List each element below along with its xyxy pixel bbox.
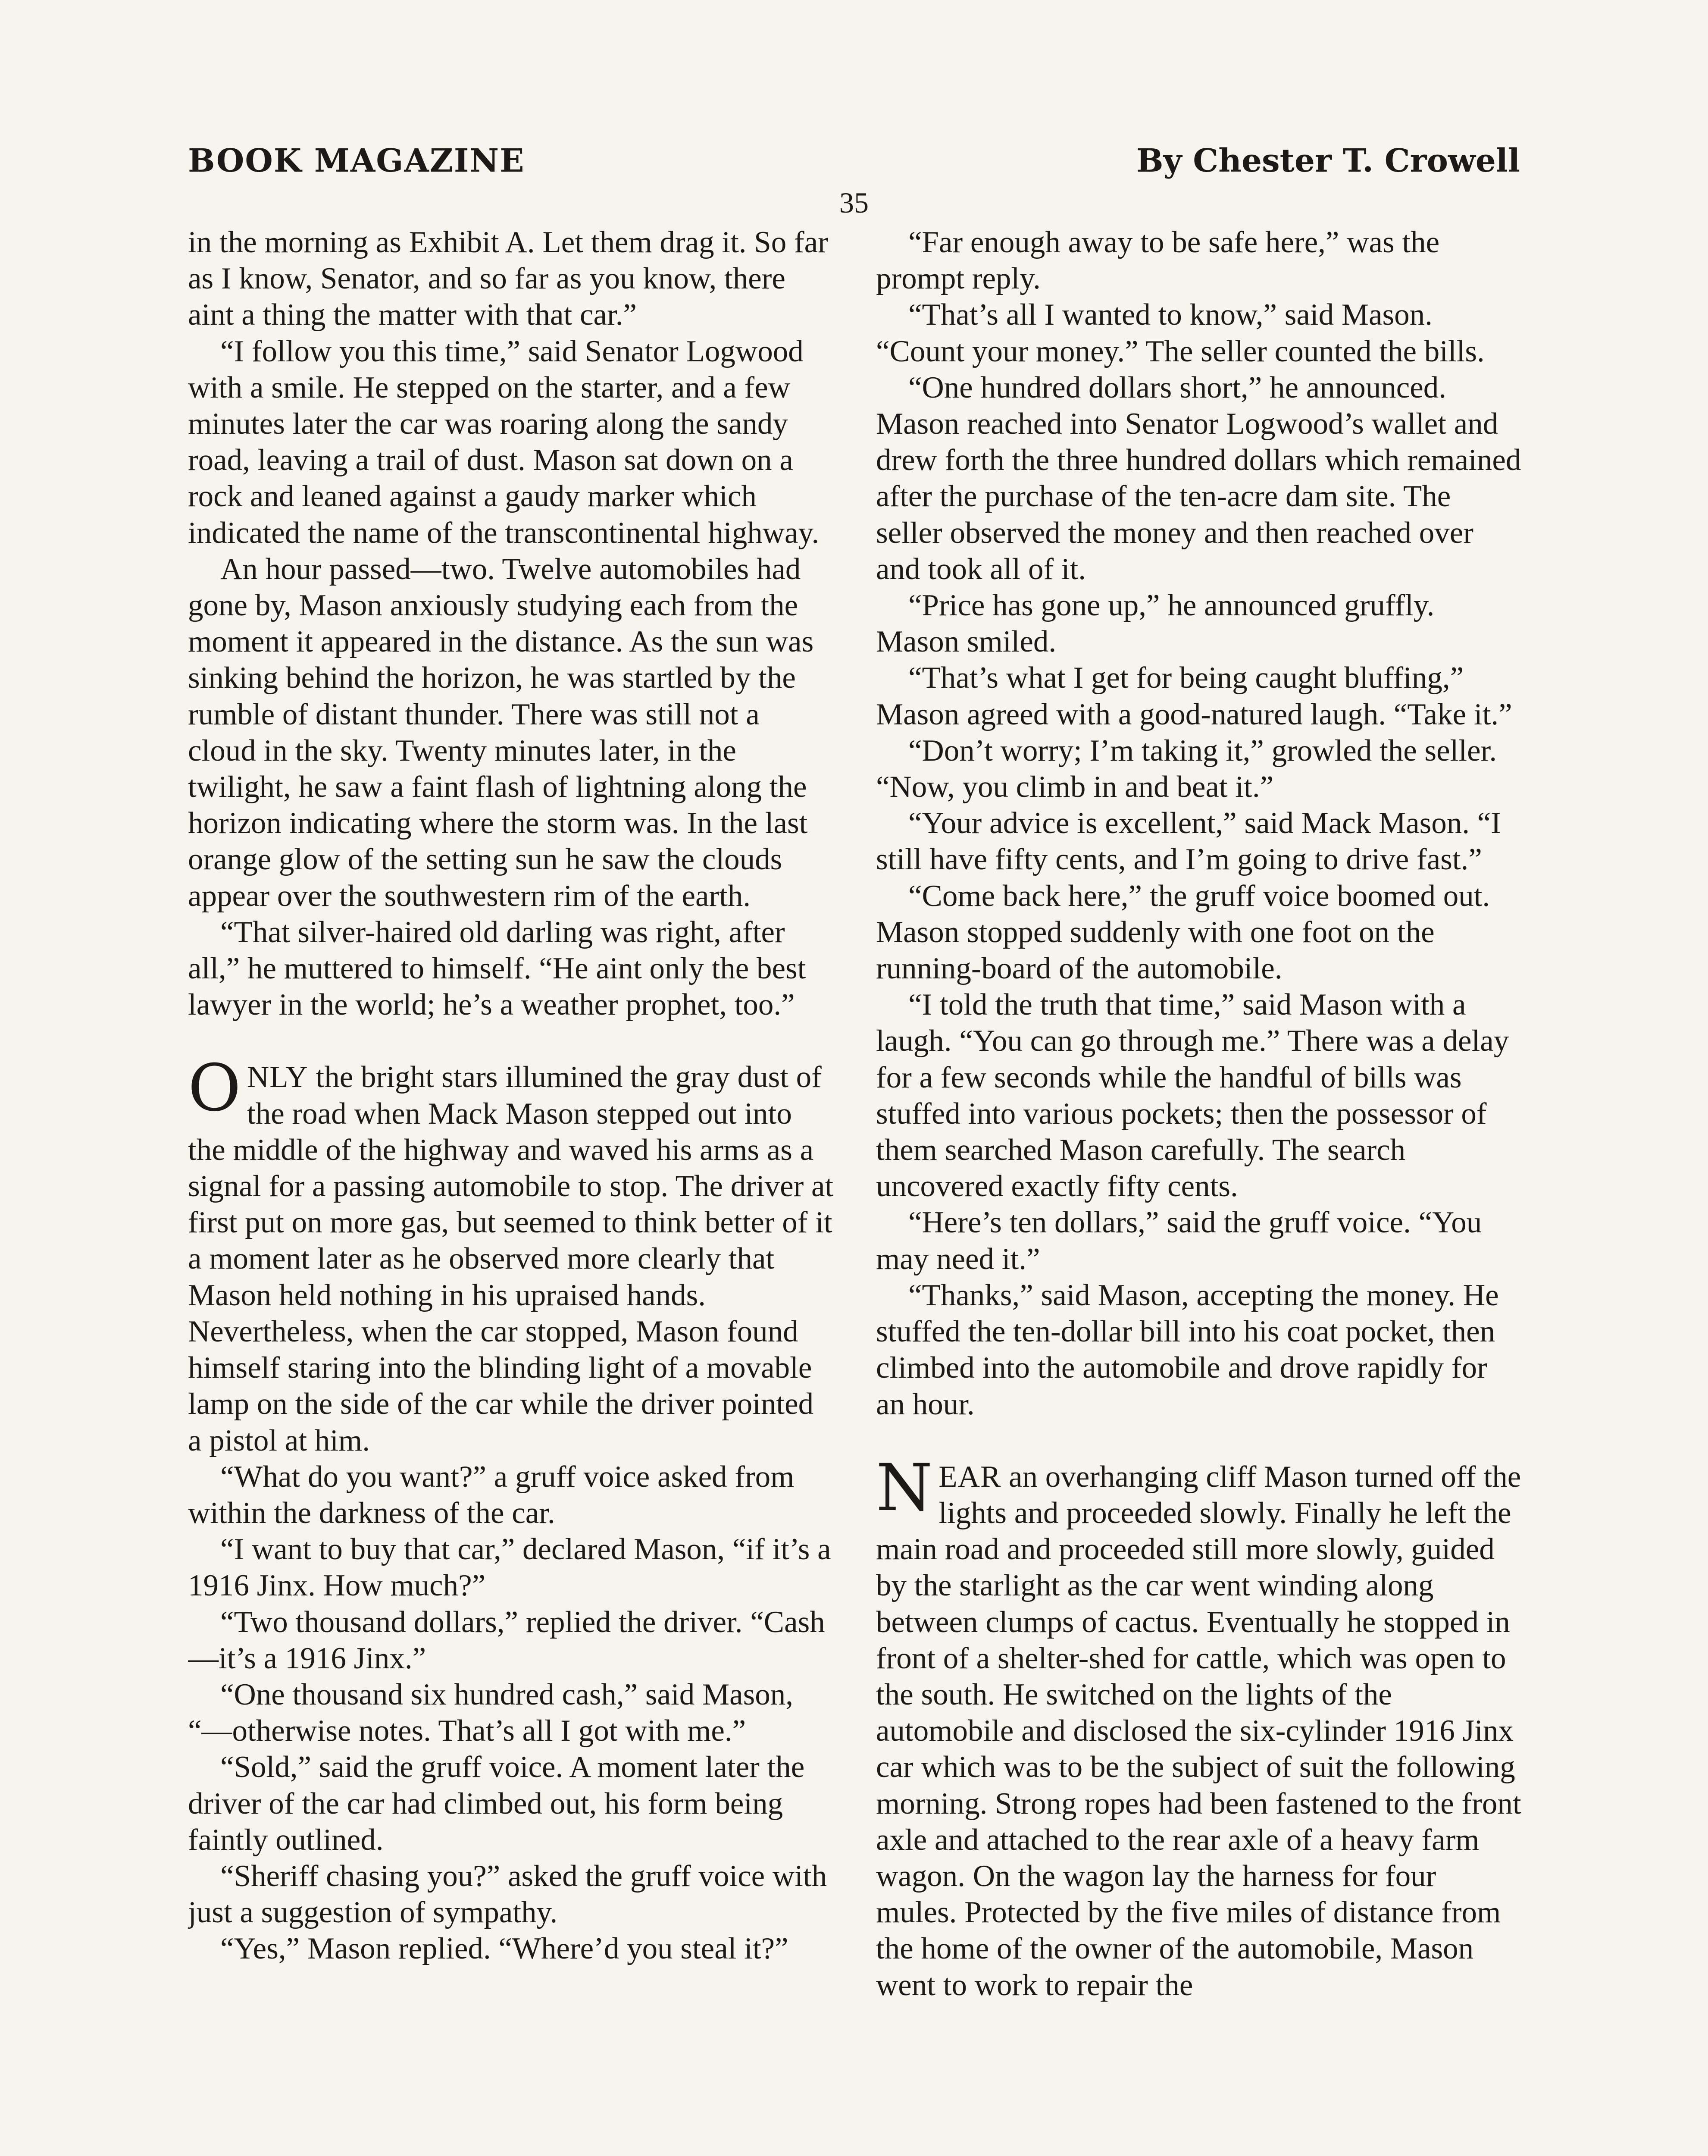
paragraph: in the morning as Exhibit A. Let them drag it. So far as I know, Senator, and so far as you know, there aint a thing the matter with that car.” <box>188 226 828 332</box>
paragraph: An hour passed—two. Twelve automobiles had gone by, Mason anxiously studying each from the moment it appeared in the distance. As the sun was sinking behind the horizon, he was startled by the rumble of distant thunder. There was still not a cloud in the sky. Twenty minutes later, in the twilight, he saw a faint flash of lightning along the horizon indicating where the storm was. In the last orange glow of the setting sun he saw the clouds appear over the southwestern rim of the earth. <box>188 552 814 913</box>
magazine-title: BOOK MAGAZINE <box>188 142 525 179</box>
paragraph: “I want to buy that car,” declared Mason, “if it’s a 1916 Jinx. How much?” <box>188 1532 831 1603</box>
drop-cap: N <box>876 1450 933 1526</box>
lead-word: EAR <box>938 1460 1001 1494</box>
paragraph: “Yes,” Mason replied. “Where’d you steal it?” <box>220 1932 788 1966</box>
section-opening-paragraph <box>876 1450 1523 2003</box>
paragraph: “Your advice is excellent,” said Mack Mason. “I still have fifty cents, and I’m going to drive fast.” <box>876 806 1501 877</box>
paragraph: “Far enough away to be safe here,” was the prompt reply. <box>876 226 1440 296</box>
section-opening-paragraph <box>188 1051 835 1458</box>
paragraph: “Don’t worry; I’m taking it,” growled the seller. “Now, you climb in and beat it.” <box>876 733 1497 804</box>
paragraph: “I follow you this time,” said Senator Logwood with a smile. He stepped on the starter, and a few minutes later the car was roaring along the sandy road, leaving a trail of dust. Mason sat down on a rock and leaned against a gaudy marker which indicated the name of the transcontinental highway. <box>188 334 820 550</box>
drop-cap: O <box>188 1051 241 1126</box>
paragraph: “One thousand six hundred cash,” said Mason, “—otherwise notes. That’s all I got with me.” <box>188 1677 793 1748</box>
paragraph: “Come back here,” the gruff voice boomed out. Mason stopped suddenly with one foot on the running-board of the automobile. <box>876 879 1490 986</box>
paragraph: “Sold,” said the gruff voice. A moment later the driver of the car had climbed out, his form being faintly outlined. <box>188 1750 805 1857</box>
lead-word: NLY <box>247 1060 308 1094</box>
right-column <box>876 224 1523 2156</box>
paragraph: “What do you want?” a gruff voice asked from within the darkness of the car. <box>188 1460 795 1530</box>
paragraph: “That’s what I get for being caught bluffing,” Mason agreed with a good-natured laugh. “Take it.” <box>876 661 1512 731</box>
paragraph: “Price has gone up,” he announced gruffly. Mason smiled. <box>876 589 1435 659</box>
section-opening-text: the bright stars illumined the gray dust of the road when Mack Mason stepped out into the middle of the highway and waved his arms as a signal for a passing automobile to stop. The driver at first put on more gas, but seemed to think better of it a moment later as he observed more clearly that Mason held nothing in his upraised hands. Nevertheless, when the car stopped, Mason found himself staring into the blinding light of a movable lamp on the side of the car while the driver pointed a pistol at him. <box>188 1060 834 1457</box>
section-break <box>188 1023 835 1059</box>
section-opening-text: an overhanging cliff Mason turned off the lights and proceeded slowly. Finally he left the main road and proceeded still more slowly, guided by the starlight as the car went winding along between clumps of cactus. Eventually he stopped in front of a shelter-shed for cattle, which was open to the south. He switched on the lights of the automobile and disclosed the six-cylinder 1916 Jinx car which was to be the subject of suit the following morning. Strong ropes had been fastened to the front axle and attached to the rear axle of a heavy farm wagon. On the wagon lay the harness for four mules. Protected by the five miles of distance from the home of the owner of the automobile, Mason went to work to repair the <box>876 1460 1521 2002</box>
left-column <box>188 224 835 2156</box>
author-byline: By Chester T. Crowell <box>1136 142 1520 179</box>
running-head <box>188 137 1520 185</box>
page-number: 35 <box>839 186 869 219</box>
paragraph: “Here’s ten dollars,” said the gruff voice. “You may need it.” <box>876 1206 1482 1276</box>
paragraph: “Thanks,” said Mason, accepting the money. He stuffed the ten-dollar bill into his coat pocket, then climbed into the automobile and drove rapidly for an hour. <box>876 1278 1499 1421</box>
paragraph: “I told the truth that time,” said Mason with a laugh. “You can go through me.” There was a delay for a few seconds while the handful of bills was stuffed into various pockets; then the possessor of them searched Mason carefully. The search uncovered exactly fifty cents. <box>876 988 1509 1203</box>
section-break <box>876 1423 1523 1459</box>
paragraph: “That’s all I wanted to know,” said Mason. “Count your money.” The seller counted the bills. <box>876 298 1485 368</box>
paragraph: “One hundred dollars short,” he announced. Mason reached into Senator Logwood’s wallet and drew forth the three hundred dollars which remained after the purchase of the ten-acre dam site. The seller observed the money and then reached over and took all of it. <box>876 370 1521 586</box>
paragraph: “That silver-haired old darling was right, after all,” he muttered to himself. “He aint only the best lawyer in the world; he’s a weather prophet, too.” <box>188 915 806 1022</box>
paragraph: “Two thousand dollars,” replied the driver. “Cash—it’s a 1916 Jinx.” <box>188 1605 825 1675</box>
paragraph: “Sheriff chasing you?” asked the gruff voice with just a suggestion of sympathy. <box>188 1859 827 1930</box>
